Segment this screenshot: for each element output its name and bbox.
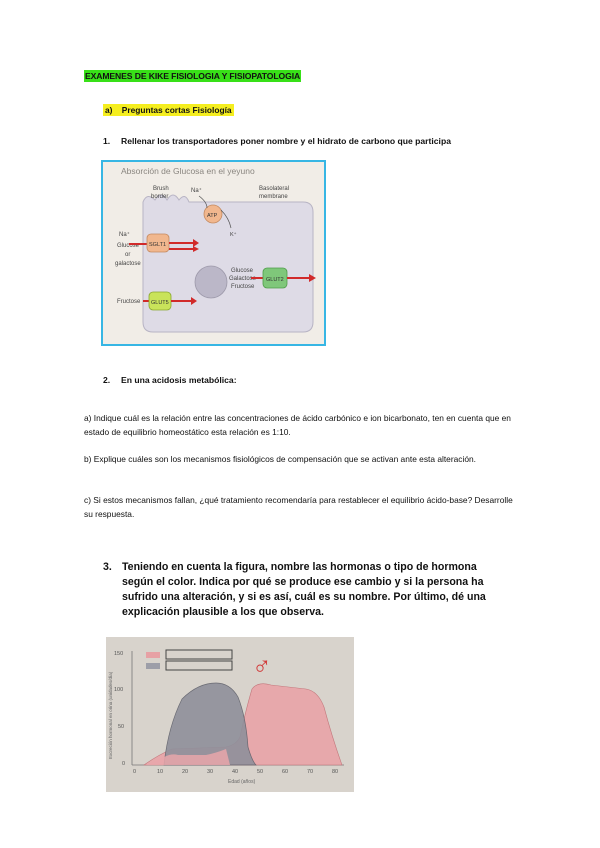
k-label: K⁺ — [230, 232, 237, 238]
x-tick-60: 60 — [282, 769, 289, 775]
na-top-label: Na⁺ — [191, 188, 202, 194]
brush-border-label-2: border — [151, 194, 169, 200]
page-title: EXAMENES DE KIKE FISIOLOGIA Y FISIOPATOLOGIA — [85, 71, 301, 81]
y-tick-100: 100 — [114, 687, 124, 693]
paragraph-a: a) Indique cuál es la relación entre las concentraciones de ácido carbónico e ion bicarbonato, ten en cuenta que en estado de equilibrio homeostático esta relación es 1:10. — [84, 413, 511, 437]
question-1-text: Rellenar los transportadores poner nombre y el hidrato de carbono que participa — [121, 136, 451, 146]
basolateral-label: Basolateral — [259, 186, 290, 192]
x-tick-20: 20 — [182, 769, 189, 775]
x-axis-label: Edad (años) — [228, 779, 256, 785]
x-tick-70: 70 — [307, 769, 314, 775]
hormone-excretion-figure — [106, 637, 354, 792]
glut2-label: GLUT2 — [266, 277, 284, 283]
section-a-heading: a) Preguntas cortas Fisiología — [105, 105, 232, 115]
brush-border-label: Brush — [153, 186, 169, 192]
series-gray-area — [164, 683, 256, 765]
y-tick-0: 0 — [122, 761, 126, 767]
legend-box-2 — [166, 661, 232, 670]
glucose-absorption-figure — [101, 160, 326, 346]
galactose-left-label: galactose — [115, 261, 141, 267]
paragraph-c: c) Si estos mecanismos fallan, ¿qué tratamiento recomendaría para restablecer el equilibrio ácido-base? Desarrolle su respuesta. — [84, 495, 513, 519]
atp-label: ATP — [207, 213, 218, 219]
glut5-label: GLUT5 — [151, 300, 169, 306]
or-label: or — [125, 252, 131, 258]
x-tick-80: 80 — [332, 769, 339, 775]
question-3 — [103, 560, 503, 620]
sglt1-label: SGLT1 — [149, 242, 167, 248]
na-left-label: Na⁺ — [119, 232, 130, 238]
hormone-excretion-chart — [106, 637, 354, 792]
y-tick-50: 50 — [118, 724, 125, 730]
glucose-left-label: Glucose — [117, 243, 140, 249]
legend-box-1 — [166, 650, 232, 659]
x-tick-10: 10 — [157, 769, 164, 775]
fructose-left-label: Fructose — [117, 299, 141, 305]
question-2-text: En una acidosis metabólica: — [121, 375, 237, 385]
center-glucose-label: Glucose — [231, 268, 254, 274]
legend-swatch-pink — [146, 652, 160, 658]
y-tick-150: 150 — [114, 651, 124, 657]
center-fructose-label: Fructose — [231, 284, 255, 290]
legend-swatch-gray — [146, 663, 160, 669]
center-galactose-label: Galactose — [229, 276, 257, 282]
handwritten-male-symbol: ♂ — [252, 651, 272, 681]
x-tick-30: 30 — [207, 769, 214, 775]
question-3-text: Teniendo en cuenta la figura, nombre las hormonas o tipo de hormona según el color. Indica por qué se produce ese cambio y si la persona ha sufrido una alteración, y si es así, cuál es su nombre. Por último, dé una explicación plausible a los que observa. — [122, 561, 486, 618]
question-1-number: 1. — [103, 136, 111, 146]
y-axis-label: Excreción hormonal en orina (unidades/día) — [108, 671, 113, 759]
glucose-absorption-diagram — [103, 162, 324, 344]
question-2 — [103, 375, 237, 385]
figure-1-title: Absorción de Glucosa en el yeyuno — [121, 166, 255, 176]
basolateral-label-2: membrane — [259, 194, 288, 200]
x-tick-40: 40 — [232, 769, 239, 775]
cell-nucleus — [195, 266, 227, 298]
x-tick-50: 50 — [257, 769, 264, 775]
paragraph-b: b) Explique cuáles son los mecanismos fisiológicos de compensación que se activan ante esta alteración. — [84, 454, 476, 464]
x-tick-0: 0 — [133, 769, 137, 775]
question-2-number: 2. — [103, 375, 111, 385]
question-3-number: 3. — [103, 561, 112, 573]
cell-body — [143, 195, 313, 332]
question-1 — [103, 136, 451, 146]
